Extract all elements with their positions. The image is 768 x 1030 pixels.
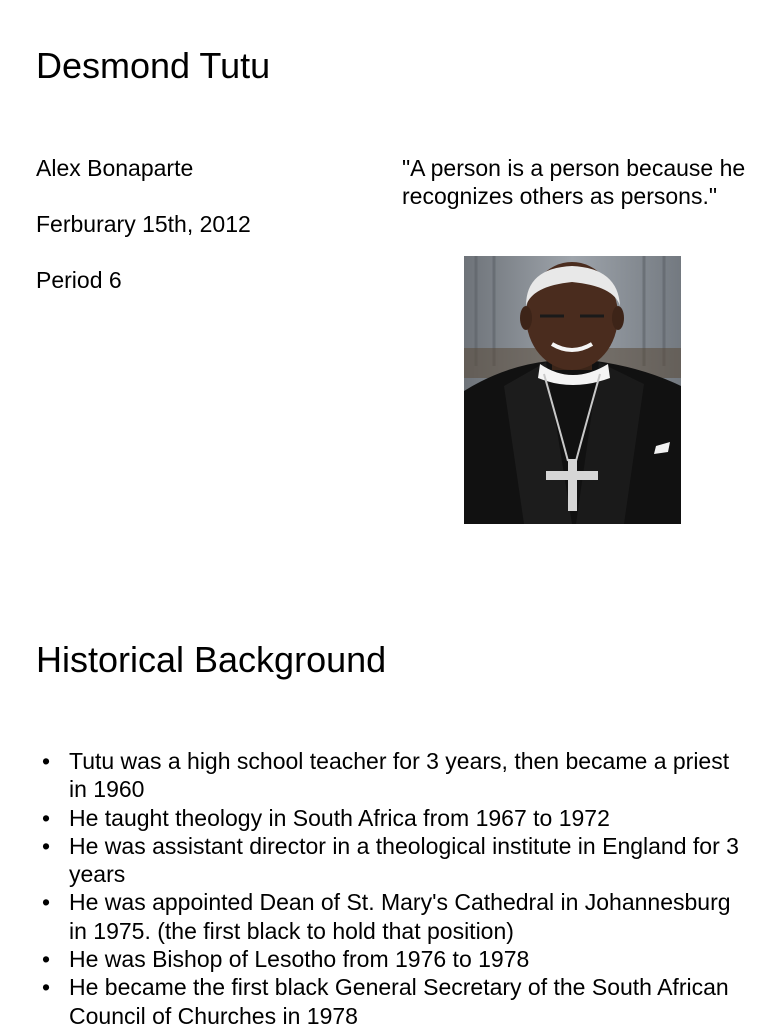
list-item xyxy=(36,888,752,945)
slide-title: Desmond Tutu xyxy=(36,45,271,86)
author-name: Alex Bonaparte xyxy=(36,155,194,181)
portrait-photo xyxy=(464,256,681,524)
bullet-text: He was assistant director in a theological institute in England for 3 years xyxy=(69,832,739,888)
quote: "A person is a person because he recognizes others as persons." xyxy=(402,155,746,209)
bullet-text: Tutu was a high school teacher for 3 years, then became a priest in 1960 xyxy=(69,748,730,803)
bullet-icon: • xyxy=(42,748,51,774)
content-slide xyxy=(0,600,768,1029)
bullet-icon: • xyxy=(42,974,51,1001)
bullet-list xyxy=(36,747,752,1030)
bullet-text: He was appointed Dean of St. Mary's Cathedral in Johannesburg in 1975. (the first black to hold that position) xyxy=(69,889,731,944)
class-period: Period 6 xyxy=(36,267,122,293)
list-item xyxy=(36,973,752,1030)
bullet-icon: • xyxy=(42,832,51,859)
list-item xyxy=(36,804,752,832)
bullet-icon: • xyxy=(42,946,51,973)
presentation-date: Ferburary 15th, 2012 xyxy=(36,211,251,237)
bullet-text: He was Bishop of Lesotho from 1976 to 1978 xyxy=(69,946,530,973)
bullet-icon: • xyxy=(42,889,51,916)
slide-title: Historical Background xyxy=(36,639,387,680)
list-item xyxy=(36,945,752,973)
list-item xyxy=(36,747,752,804)
bullet-text: He taught theology in South Africa from 1967 to 1972 xyxy=(69,804,610,831)
author-info xyxy=(36,154,251,322)
bullet-text: He became the first black General Secretary of the South African Council of Churches in 1978 xyxy=(69,974,729,1029)
bullet-icon: • xyxy=(42,804,51,831)
list-item xyxy=(36,832,752,889)
